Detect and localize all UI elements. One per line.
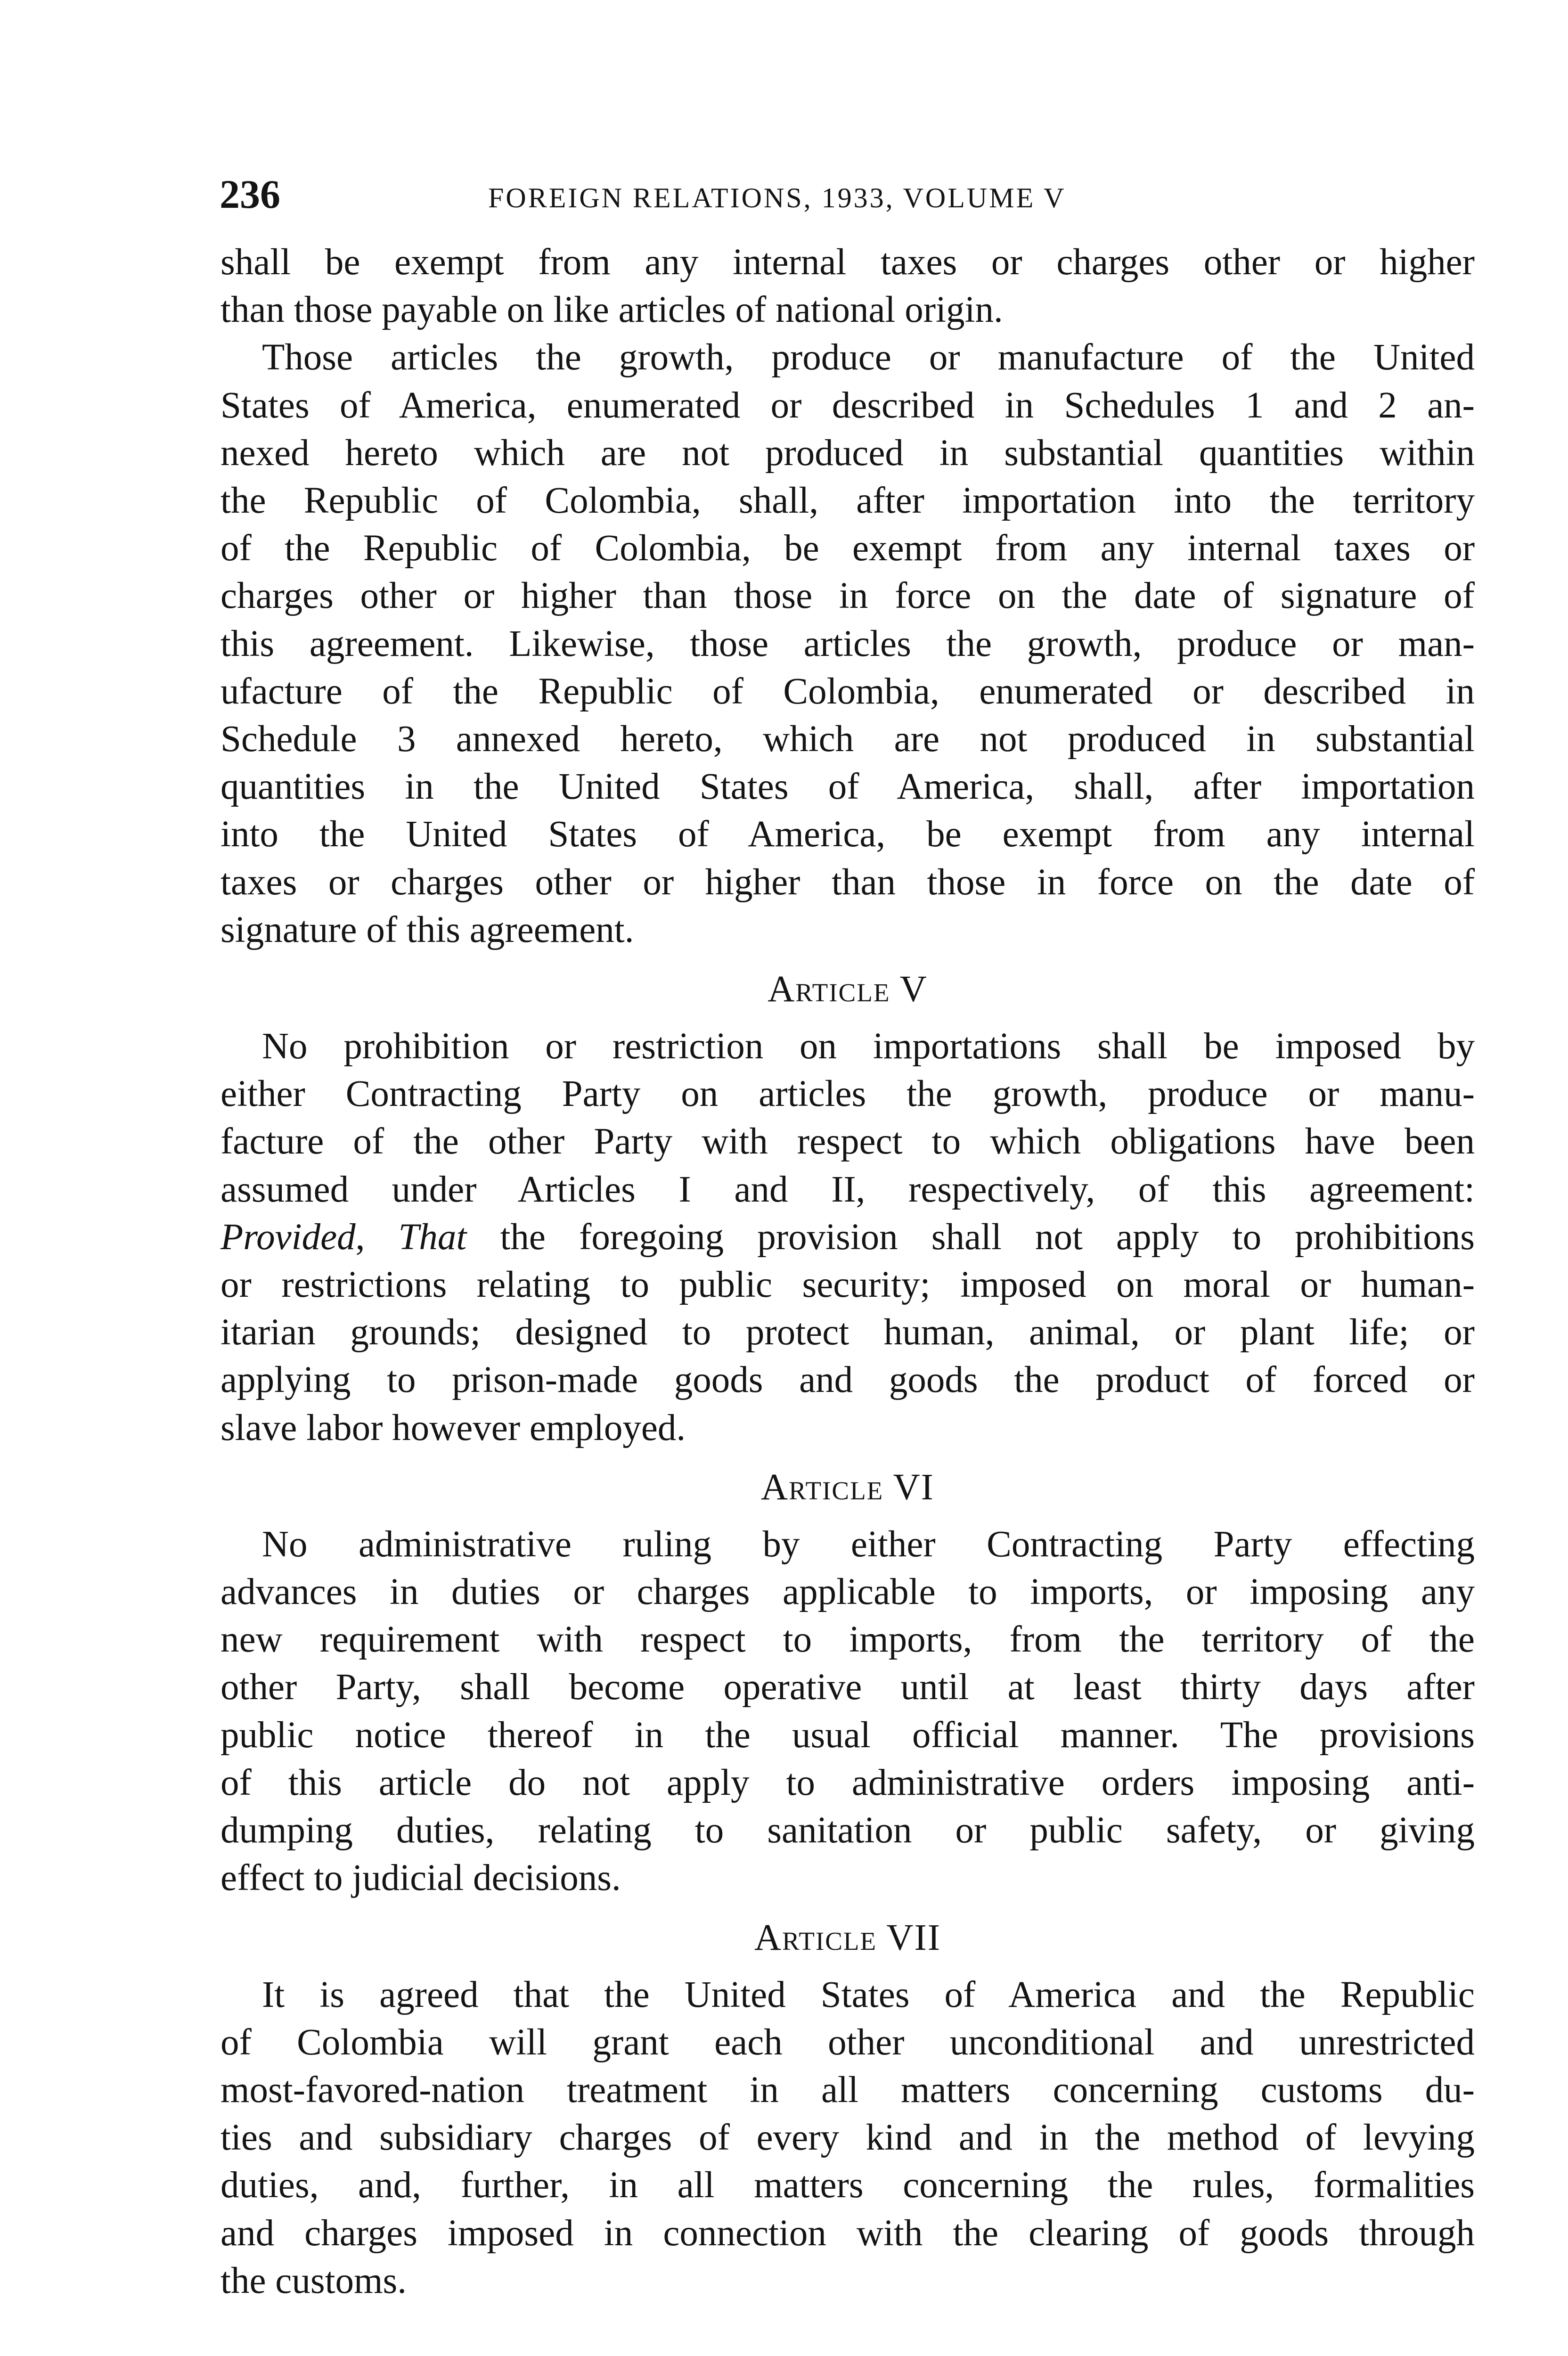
page-number: 236 — [220, 172, 280, 217]
text-line: or restrictions relating to public security; imposed on moral or human- — [220, 1264, 1475, 1306]
text-line: quantities in the United States of America, shall, after importation — [220, 766, 1475, 808]
proviso-that: That — [398, 1216, 467, 1258]
running-title: FOREIGN RELATIONS, 1933, VOLUME V — [488, 182, 1066, 213]
text-line: this agreement. Likewise, those articles the growth, produce or man- — [220, 623, 1475, 664]
text-line: charges other or higher than those in force on the date of signature of — [220, 575, 1475, 617]
text-line: facture of the other Party with respect to which obligations have been — [220, 1121, 1475, 1162]
text-line: It is agreed that the United States of America and the Republic — [262, 1974, 1475, 2015]
text-line: Those articles the growth, produce or manufacture of the United — [262, 337, 1475, 378]
article-6-heading: Article VI — [761, 1466, 934, 1508]
document-page — [220, 171, 1475, 2305]
text-line: States of America, enumerated or described in Schedules 1 and 2 an- — [220, 384, 1475, 426]
text-line: assumed under Articles I and II, respectively, of this agreement: — [220, 1169, 1475, 1210]
text-line: than those payable on like articles of national origin. — [220, 289, 1003, 331]
paragraph-schedules — [220, 334, 1475, 954]
text-line: slave labor however employed. — [220, 1407, 686, 1448]
text-line: No administrative ruling by either Contracting Party effecting — [262, 1523, 1475, 1565]
text-line: duties, and, further, in all matters concerning the rules, formalities — [220, 2165, 1475, 2206]
text-line: and charges imposed in connection with the clearing of goods through — [220, 2212, 1475, 2254]
paragraph-continuation — [220, 238, 1475, 334]
text-line: applying to prison-made goods and goods the product of forced or — [220, 1359, 1475, 1401]
proviso-rest: the foregoing provision shall not apply to prohibitions — [466, 1216, 1475, 1258]
text-line: itarian grounds; designed to protect human, animal, or plant life; or — [220, 1312, 1475, 1353]
text-line: the Republic of Colombia, shall, after importation into the territory — [220, 480, 1475, 522]
article-7-heading: Article VII — [754, 1917, 941, 1958]
text-line: shall be exempt from any internal taxes or charges other or higher — [220, 242, 1475, 283]
article-5-text — [220, 1023, 1475, 1452]
proviso-provided: Provided — [220, 1216, 356, 1258]
text-line: effect to judicial decisions. — [220, 1857, 621, 1899]
text-line: ties and subsidiary charges of every kind and in the method of levying — [220, 2117, 1475, 2159]
text-line: No prohibition or restriction on importations shall be imposed by — [262, 1026, 1475, 1067]
article-7-text — [220, 1971, 1475, 2305]
text-line: signature of this agreement. — [220, 909, 634, 950]
text-line: into the United States of America, be exempt from any internal — [220, 814, 1475, 855]
text-line: of this article do not apply to administrative orders imposing anti- — [220, 1762, 1475, 1803]
text-line: nexed hereto which are not produced in substantial quantities within — [220, 432, 1475, 474]
text-line: advances in duties or charges applicable to imports, or imposing any — [220, 1571, 1475, 1613]
text-line: of Colombia will grant each other unconditional and unrestricted — [220, 2021, 1475, 2063]
text-line: ufacture of the Republic of Colombia, enumerated or described in — [220, 671, 1475, 712]
text-line: most-favored-nation treatment in all matters concerning customs du- — [220, 2069, 1475, 2111]
text-line-proviso — [220, 1213, 1475, 1261]
article-5-heading: Article V — [768, 969, 928, 1010]
text-line: public notice thereof in the usual official manner. The provisions — [220, 1714, 1475, 1756]
text-line: taxes or charges other or higher than those in force on the date of — [220, 861, 1475, 903]
running-head — [220, 171, 1475, 222]
text-line: other Party, shall become operative until at least thirty days after — [220, 1667, 1475, 1708]
text-line: dumping duties, relating to sanitation or public safety, or giving — [220, 1810, 1475, 1851]
text-line: new requirement with respect to imports, from the territory of the — [220, 1619, 1475, 1661]
text-line: of the Republic of Colombia, be exempt from any internal taxes or — [220, 528, 1475, 569]
text-line: the customs. — [220, 2260, 407, 2301]
article-6-text — [220, 1521, 1475, 1902]
text-line: Schedule 3 annexed hereto, which are not produced in substantial — [220, 719, 1475, 760]
text-line: either Contracting Party on articles the growth, produce or manu- — [220, 1073, 1475, 1115]
proviso-separator: , — [355, 1216, 399, 1258]
